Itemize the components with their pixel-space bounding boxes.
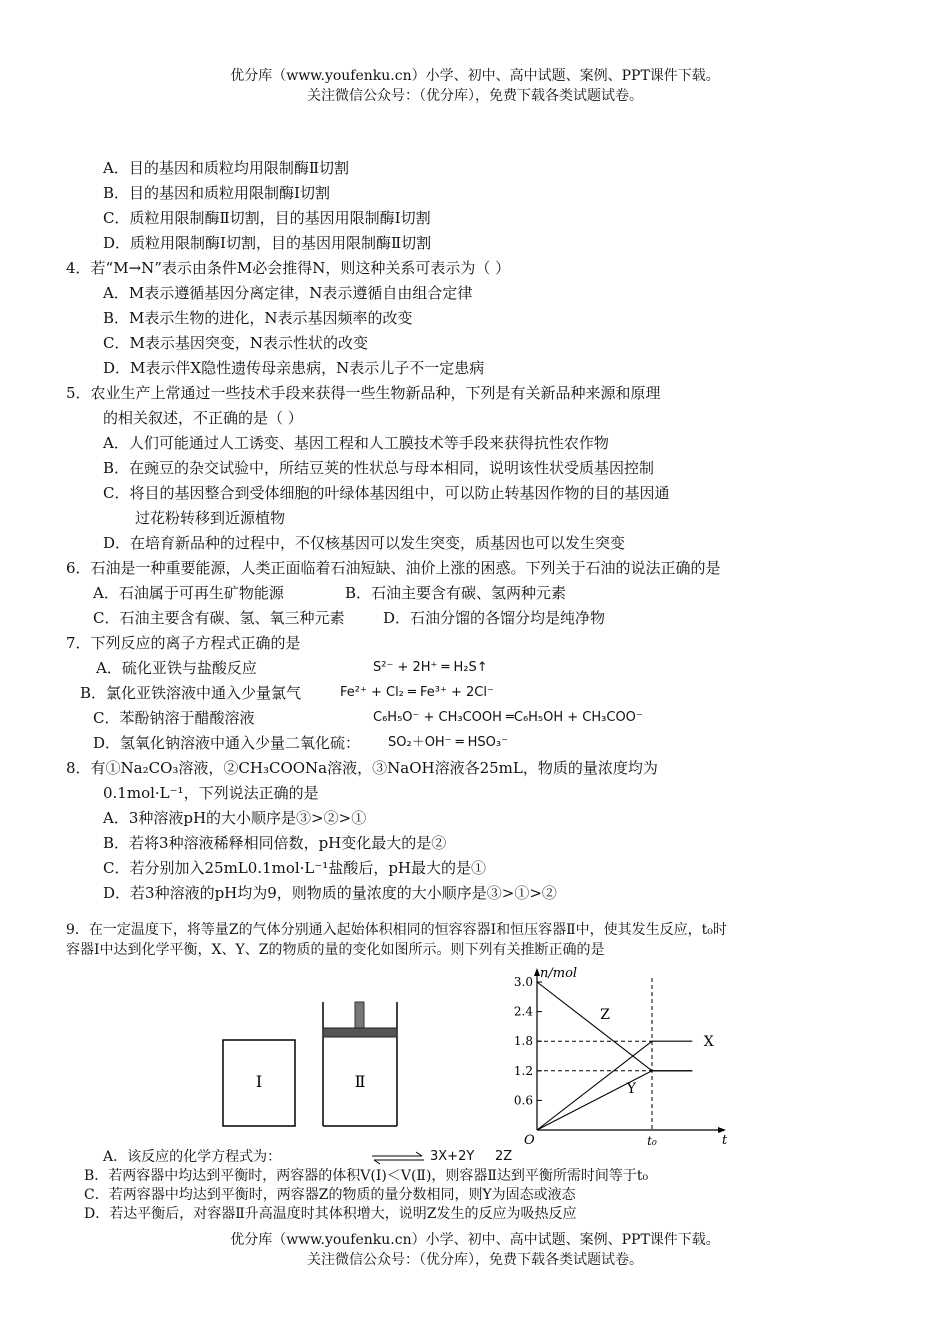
series-line-x <box>537 1041 692 1130</box>
footer-line-1: 优分库（www.youfenku.cn）小学、初中、高中试题、案例、PPT课件下载。 <box>230 1232 720 1248</box>
q5-option-b: B．在豌豆的杂交试验中，所结豆荚的性状总与母本相同，说明该性状受质基因控制 <box>103 459 655 477</box>
q8-option-d: D．若3种溶液的pH均为9，则物质的量浓度的大小顺序是③>①>② <box>103 884 557 902</box>
q6-option-b: B．石油主要含有碳、氢两种元素 <box>345 584 567 602</box>
origin-label: O <box>524 1133 535 1148</box>
q9-stem-2: 容器Ⅰ中达到化学平衡，X、Y、Z的物质的量的变化如图所示。则下列有关推断正确的是 <box>66 942 605 958</box>
q8-stem-1: 8．有①Na₂CO₃溶液，②CH₃COONa溶液，③NaOH溶液各25mL，物质的量浓度均为 <box>66 759 658 777</box>
q9-option-a-eq-left: 3X+2Y <box>430 1149 475 1164</box>
series-line-y <box>537 1071 692 1130</box>
q9-option-a-text: A．该反应的化学方程式为： <box>103 1149 282 1165</box>
q6-option-a: A．石油属于可再生矿物能源 <box>93 584 284 602</box>
q5-option-a: A．人们可能通过人工诱变、基因工程和人工膜技术等手段来获得抗性农作物 <box>103 434 609 452</box>
reversible-arrow-icon <box>370 1151 426 1165</box>
q7-option-d-text: D．氢氧化钠溶液中通入少量二氧化硫： <box>93 734 361 752</box>
q3-option-c: C．质粒用限制酶Ⅱ切割，目的基因用限制酶Ⅰ切割 <box>103 209 431 227</box>
q4-option-b: B．M表示生物的进化，N表示基因频率的改变 <box>103 309 413 327</box>
q5-stem-1: 5．农业生产上常通过一些技术手段来获得一些生物新品种，下列是有关新品种来源和原理 <box>66 384 661 402</box>
q3-option-d: D．质粒用限制酶Ⅰ切割，目的基因用限制酶Ⅱ切割 <box>103 234 432 252</box>
series-label-z: Z <box>600 1007 610 1024</box>
header-line-1: 优分库（www.youfenku.cn）小学、初中、高中试题、案例、PPT课件下载。 <box>230 68 720 84</box>
q7-option-c-text: C．苯酚钠溶于醋酸溶液 <box>93 709 255 727</box>
q9-option-b: B．若两容器中均达到平衡时，两容器的体积V(Ⅰ)＜V(Ⅱ)，则容器Ⅱ达到平衡所需时间等于t₀ <box>84 1168 649 1184</box>
q4-option-a: A．M表示遵循基因分离定律，N表示遵循自由组合定律 <box>103 284 473 302</box>
y-tick-label: 3.0 <box>513 975 533 989</box>
x-tick-label-t0: t₀ <box>647 1134 657 1148</box>
q5-option-c-2: 过花粉转移到近源植物 <box>135 509 286 527</box>
q5-stem-2: 的相关叙述，不正确的是（ ） <box>103 409 303 427</box>
q6-option-d: D．石油分馏的各馏分均是纯净物 <box>383 609 606 627</box>
q4-option-d: D．M表示伴X隐性遗传母亲患病，N表示儿子不一定患病 <box>103 359 485 377</box>
y-tick-label: 2.4 <box>513 1004 533 1019</box>
footer-line-2: 关注微信公众号：（优分库），免费下载各类试题试卷。 <box>307 1252 643 1268</box>
q6-option-c: C．石油主要含有碳、氢、氧三种元素 <box>93 609 345 627</box>
container-2-label: Ⅱ <box>354 1072 366 1091</box>
y-tick-label: 0.6 <box>513 1093 533 1108</box>
q9-option-d: D．若达平衡后，对容器Ⅱ升高温度时其体积增大，说明Z发生的反应为吸热反应 <box>84 1206 577 1222</box>
q7-option-c-equation: C₆H₅O⁻ + CH₃COOH ═C₆H₅OH + CH₃COO⁻ <box>373 710 643 725</box>
q5-option-d: D．在培育新品种的过程中，不仅核基因可以发生突变，质基因也可以发生突变 <box>103 534 626 552</box>
x-axis-label: t <box>722 1133 728 1148</box>
q7-option-b-equation: Fe²⁺ + Cl₂ ═ Fe³⁺ + 2Cl⁻ <box>340 685 494 700</box>
q8-stem-2: 0.1mol·L⁻¹，下列说法正确的是 <box>103 784 319 802</box>
q5-option-c-1: C．将目的基因整合到受体细胞的叶绿体基因组中，可以防止转基因作物的目的基因通 <box>103 484 670 502</box>
q7-option-d-equation: SO₂＋OH⁻ ═ HSO₃⁻ <box>388 735 508 750</box>
y-tick-label: 1.2 <box>513 1063 533 1078</box>
series-line-z <box>537 982 692 1071</box>
q4-stem: 4．若“M→N”表示由条件M必会推得N，则这种关系可表示为（ ） <box>66 259 511 277</box>
q7-stem: 7．下列反应的离子方程式正确的是 <box>66 634 301 652</box>
mole-time-chart <box>500 960 740 1150</box>
q9-stem-1: 9．在一定温度下，将等量Z的气体分别通入起始体积相同的恒容容器Ⅰ和恒压容器Ⅱ中，使其发生反应，t₀时 <box>66 922 727 938</box>
y-tick-label: 1.8 <box>513 1034 533 1049</box>
q8-option-c: C．若分别加入25mL0.1mol·L⁻¹盐酸后，pH最大的是① <box>103 859 486 877</box>
piston-rod <box>355 1002 364 1028</box>
q8-option-b: B．若将3种溶液稀释相同倍数，pH变化最大的是② <box>103 834 447 852</box>
series-label-y: Y <box>626 1081 636 1098</box>
q7-option-a-equation: S²⁻ + 2H⁺ ═ H₂S↑ <box>373 660 488 675</box>
q6-stem: 6．石油是一种重要能源，人类正面临着石油短缺、油价上涨的困惑。下列关于石油的说法正确的是 <box>66 559 721 577</box>
container-1-label: Ⅰ <box>255 1072 263 1091</box>
piston-plate <box>323 1028 397 1037</box>
q4-option-c: C．M表示基因突变，N表示性状的改变 <box>103 334 368 352</box>
y-axis-label: n/mol <box>540 966 578 981</box>
containers-figure <box>210 990 420 1140</box>
q9-option-a-eq-right: 2Z <box>495 1149 513 1164</box>
q9-option-c: C．若两容器中均达到平衡时，两容器Z的物质的量分数相同，则Y为固态或液态 <box>84 1187 576 1203</box>
q7-option-a-text: A．硫化亚铁与盐酸反应 <box>96 659 257 677</box>
q3-option-b: B．目的基因和质粒用限制酶Ⅰ切割 <box>103 184 330 202</box>
q3-option-a: A．目的基因和质粒均用限制酶Ⅱ切割 <box>103 159 350 177</box>
header-line-2: 关注微信公众号：（优分库），免费下载各类试题试卷。 <box>307 88 643 104</box>
q7-option-b-text: B．氯化亚铁溶液中通入少量氯气 <box>80 684 302 702</box>
series-label-x: X <box>703 1034 714 1051</box>
q8-option-a: A．3种溶液pH的大小顺序是③>②>① <box>103 809 367 827</box>
